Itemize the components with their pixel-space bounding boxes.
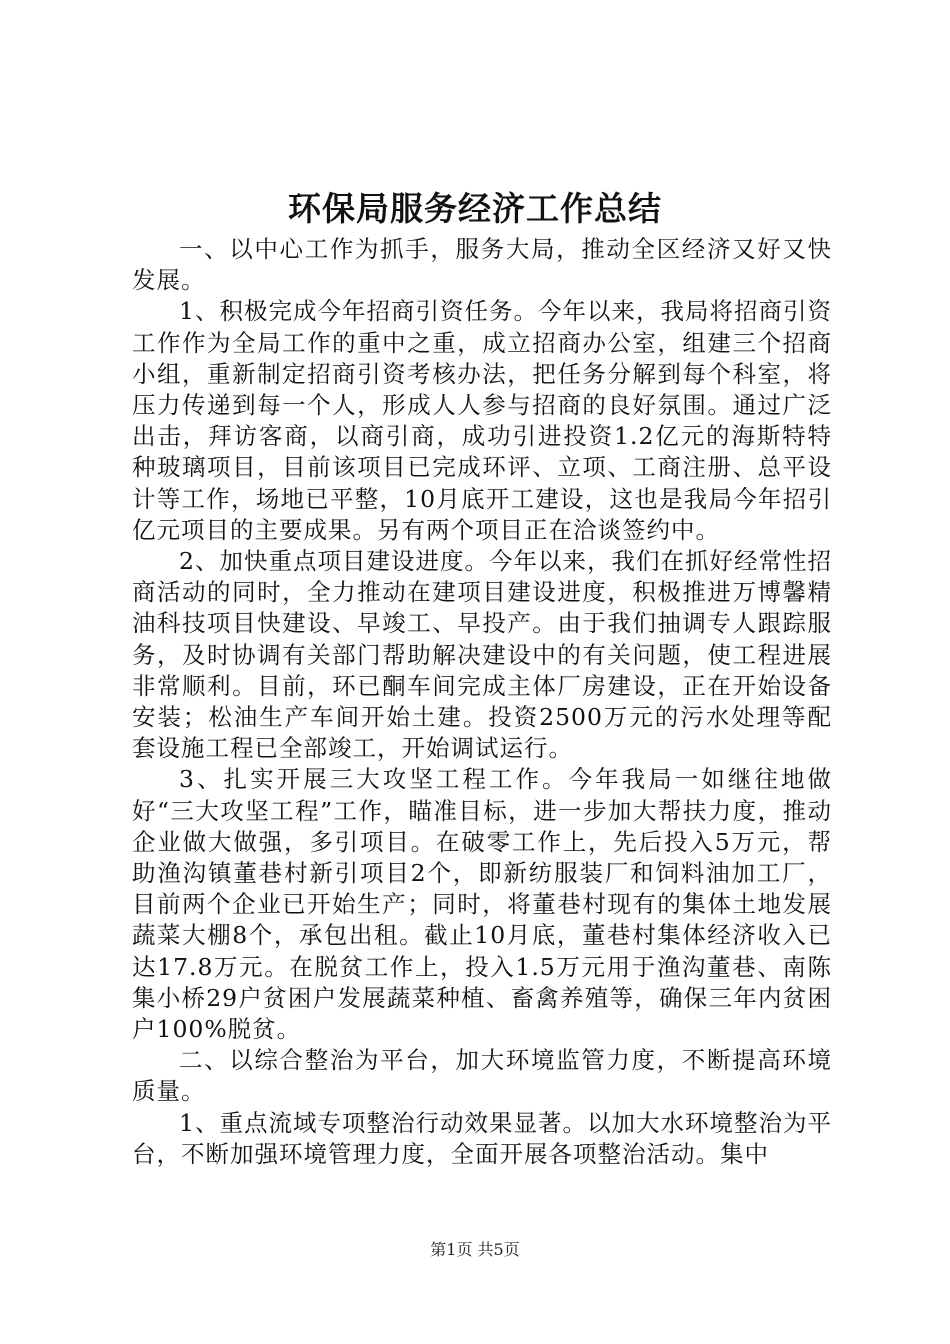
- paragraph: 1、重点流域专项整治行动效果显著。以加大水环境整治为平台，不断加强环境管理力度，全面开展各项整治活动。集中: [132, 1108, 832, 1168]
- paragraph: 二、以综合整治为平台，加大环境监管力度，不断提高环境质量。: [132, 1046, 832, 1106]
- paragraph: 一、以中心工作为抓手，服务大局，推动全区经济又好又快发展。: [132, 235, 832, 295]
- page-number-footer: 第1页 共5页: [430, 1240, 520, 1259]
- page-title: 环保局服务经济工作总结: [288, 189, 662, 228]
- paragraph: 2、加快重点项目建设进度。今年以来，我们在抓好经常性招商活动的同时，全力推动在建项目建设进度，积极推进万博馨精油科技项目快建设、早竣工、早投产。由于我们抽调专人跟踪服务，及时协调有关部门帮助解决建设中的有关问题，使工程进展非常顺利。目前，环已酮车间完成主体厂房建设，正在开始设备安装；松油生产车间开始土建。投资2500万元的污水处理等配套设施工程已全部竣工，开始调试运行。: [132, 547, 832, 763]
- document-body: [132, 234, 832, 1170]
- paragraph: 3、扎实开展三大攻坚工程工作。今年我局一如继往地做好“三大攻坚工程”工作，瞄准目标，进一步加大帮扶力度，推动企业做大做强，多引项目。在破零工作上，先后投入5万元，帮助渔沟镇董巷村新引项目2个，即新纺服装厂和饲料油加工厂，目前两个企业已开始生产；同时，将董巷村现有的集体土地发展蔬菜大棚8个，承包出租。截止10月底，董巷村集体经济收入已达17.8万元。在脱贫工作上，投入1.5万元用于渔沟董巷、南陈集小桥29户贫困户发展蔬菜种植、畜禽养殖等，确保三年内贫困户100%脱贫。: [132, 765, 832, 1044]
- paragraph: 1、积极完成今年招商引资任务。今年以来，我局将招商引资工作作为全局工作的重中之重，成立招商办公室，组建三个招商小组，重新制定招商引资考核办法，把任务分解到每个科室，将压力传递到每一个人，形成人人参与招商的良好氛围。通过广泛出击，拜访客商，以商引商，成功引进投资1.2亿元的海斯特特种玻璃项目，目前该项目已完成环评、立项、工商注册、总平设计等工作，场地已平整，10月底开工建设，这也是我局今年招引亿元项目的主要成果。另有两个项目正在洽谈签约中。: [132, 297, 832, 544]
